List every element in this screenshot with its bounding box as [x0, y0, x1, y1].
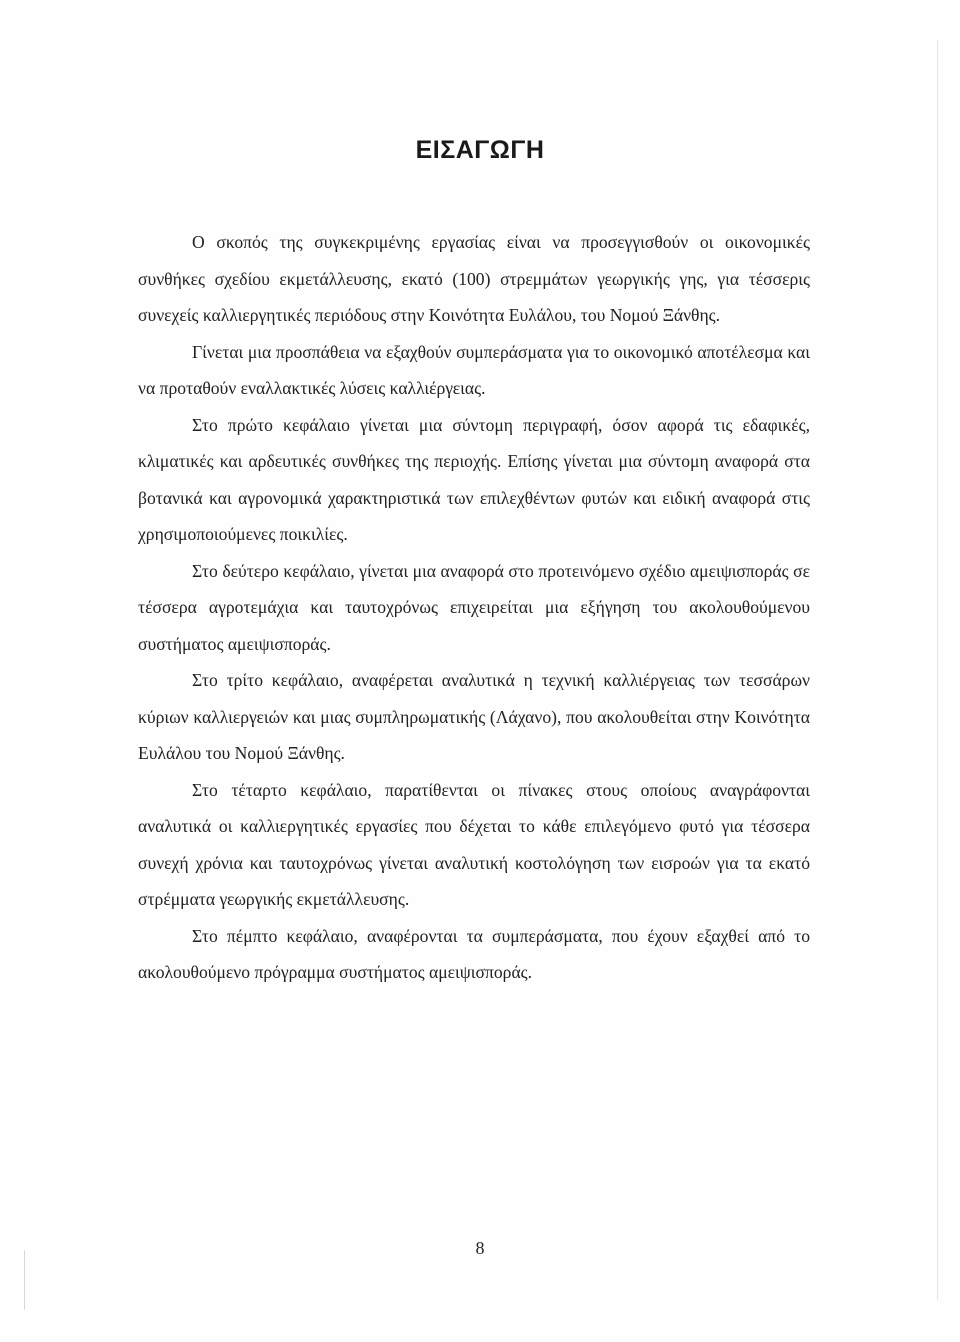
- scan-edge-right: [937, 40, 938, 1300]
- paragraph-chapter-4: Στο τέταρτο κεφάλαιο, παρατίθενται οι πίνακες στους οποίους αναγράφονται αναλυτικά οι καλλιεργητικές εργασίες που δέχεται το κάθε επιλεγόμενο φυτό για τέσσερα συνεχή χρόνια και ταυτοχρόνως γίνεται αναλυτική κοστολόγηση των εισροών για τα εκατό στρέμματα γεωργικής εκμετάλλευσης.: [138, 779, 810, 909]
- page-title: ΕΙΣΑΓΩΓΗ: [415, 136, 545, 164]
- paragraph-chapter-2: Στο δεύτερο κεφάλαιο, γίνεται μια αναφορά στο προτεινόμενο σχέδιο αμειψισποράς σε τέσσερα αγροτεμάχια και ταυτοχρόνως επιχειρείται μια εξήγηση του ακολουθούμενου συστήματος αμειψισποράς.: [138, 560, 810, 654]
- scan-edge-left: [24, 1250, 25, 1310]
- paragraph-chapter-1: Στο πρώτο κεφάλαιο γίνεται μια σύντομη περιγραφή, όσον αφορά τις εδαφικές, κλιματικές και αρδευτικές συνθήκες της περιοχής. Επίσης γίνεται μια σύντομη αναφορά στα βοτανικά και αγρονομικά χαρακτηριστικά των επιλεχθέντων φυτών και ειδική αναφορά στις χρησιμοποιούμενες ποικιλίες.: [138, 414, 810, 544]
- body-text: [138, 224, 810, 991]
- paragraph-chapter-3: Στο τρίτο κεφάλαιο, αναφέρεται αναλυτικά η τεχνική καλλιέργειας των τεσσάρων κύριων καλλιεργειών και μιας συμπληρωματικής (Λάχανο), που ακολουθείται στην Κοινότητα Ευλάλου του Νομού Ξάνθης.: [138, 670, 810, 763]
- paragraph-chapter-5: Στο πέμπτο κεφάλαιο, αναφέρονται τα συμπεράσματα, που έχουν εξαχθεί από το ακολουθούμενο πρόγραμμα συστήματος αμειψισποράς.: [138, 925, 810, 982]
- paragraph-purpose: Ο σκοπός της συγκεκριμένης εργασίας είναι να προσεγγισθούν οι οικονομικές συνθήκες σχεδίου εκμετάλλευσης, εκατό (100) στρεμμάτων γεωργικής γης, για τέσσερις συνεχείς καλλιεργητικές περιόδους στην Κοινότητα Ευλάλου, του Νομού Ξάνθης.: [138, 232, 810, 325]
- page-number: 8: [475, 1238, 485, 1258]
- paragraph-aim: Γίνεται μια προσπάθεια να εξαχθούν συμπεράσματα για το οικονομικό αποτέλεσμα και να προταθούν εναλλακτικές λύσεις καλλιέργειας.: [138, 341, 810, 398]
